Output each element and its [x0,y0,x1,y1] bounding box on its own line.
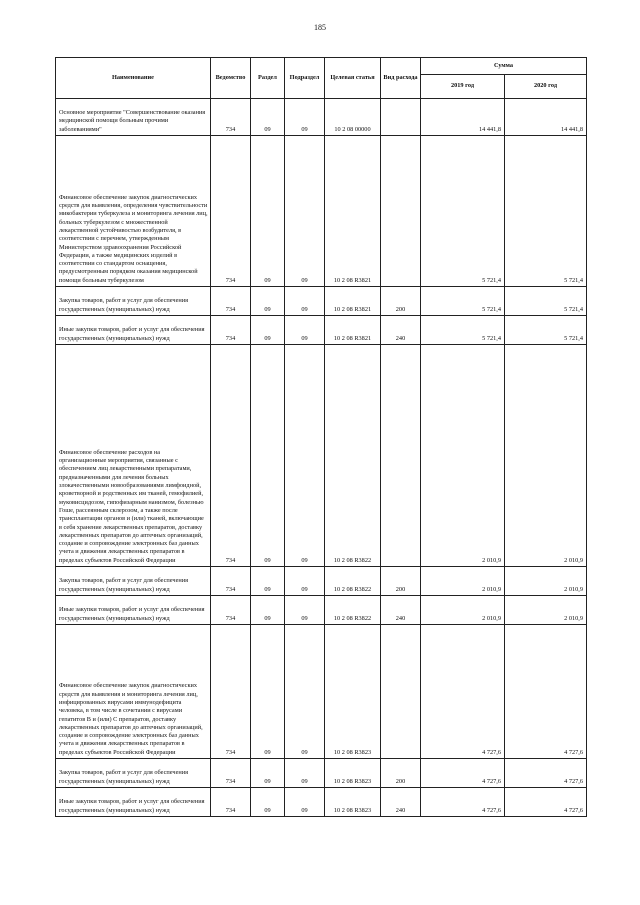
cell-subsection: 09 [285,287,325,316]
cell-dept: 734 [211,596,251,625]
cell-section: 09 [251,136,285,287]
cell-name: Закупка товаров, работ и услуг для обеспечения государственных (муниципальных) нужд [56,567,211,596]
cell-dept: 734 [211,759,251,788]
cell-subsection: 09 [285,596,325,625]
cell-name: Финансовое обеспечение закупок диагностических средств для выявления, определения чувствительности микобактерии туберкулеза и мониторинга лечения лиц, больных туберкулезом с множественной лекарственной устойчивостью возбудителя, в соответствии с перечнем, утвержденным Министерством здравоохранения Российской Федерации, а также медицинских изделий в соответствии со стандартом оснащения, предусмотренным порядком оказания медицинской помощи больным туберкулезом [56,136,211,287]
cell-dept: 734 [211,625,251,759]
header-dept: Ведомство [211,58,251,99]
cell-section: 09 [251,625,285,759]
table-row [56,287,587,316]
cell-section: 09 [251,788,285,817]
cell-expense: 200 [381,287,421,316]
cell-2019: 5 721,4 [421,316,505,345]
cell-section: 09 [251,596,285,625]
table-row [56,316,587,345]
cell-2020: 4 727,6 [505,625,587,759]
cell-2020: 2 010,9 [505,345,587,567]
page-number: 185 [314,23,326,32]
cell-subsection: 09 [285,136,325,287]
cell-2019: 4 727,6 [421,625,505,759]
cell-dept: 734 [211,345,251,567]
table-row [56,567,587,596]
cell-2020: 4 727,6 [505,759,587,788]
cell-2020: 2 010,9 [505,567,587,596]
cell-2019: 5 721,4 [421,136,505,287]
cell-2019: 4 727,6 [421,788,505,817]
cell-subsection: 09 [285,345,325,567]
cell-expense: 200 [381,759,421,788]
cell-target: 10 2 08 00000 [325,99,381,136]
cell-2020: 5 721,4 [505,136,587,287]
cell-2020: 5 721,4 [505,287,587,316]
cell-dept: 734 [211,136,251,287]
cell-section: 09 [251,316,285,345]
cell-dept: 734 [211,788,251,817]
cell-dept: 734 [211,567,251,596]
cell-name: Финансовое обеспечение расходов на организационные мероприятия, связанные с обеспечением лиц лекарственными препаратами, предназначенными для лечения больных злокачественными новообразованиями лимфоидной, кроветворной и родственных им тканей, гемофилией, муковисцидозом, гипофизарным нанизмом, болезнью Гоше, рассеянным склерозом, а также после трансплантации органов и (или) тканей, включающие в себя хранение лекарственных препаратов, доставку лекарственных препаратов до аптечных организаций, создание и сопровождение электронных баз данных учета и движения лекарственных препаратов в пределах субъектов Российской Федерации [56,345,211,567]
cell-section: 09 [251,287,285,316]
cell-2020: 5 721,4 [505,316,587,345]
cell-subsection: 09 [285,625,325,759]
cell-name: Закупка товаров, работ и услуг для обеспечения государственных (муниципальных) нужд [56,759,211,788]
cell-target: 10 2 08 R3823 [325,625,381,759]
cell-2019: 2 010,9 [421,596,505,625]
cell-subsection: 09 [285,316,325,345]
cell-expense: 240 [381,596,421,625]
header-target: Целевая статья [325,58,381,99]
table-body [56,99,587,817]
cell-2019: 5 721,4 [421,287,505,316]
cell-target: 10 2 08 R3822 [325,596,381,625]
cell-section: 09 [251,345,285,567]
cell-2019: 14 441,8 [421,99,505,136]
table-row [56,345,587,567]
table-row [56,136,587,287]
cell-target: 10 2 08 R3822 [325,345,381,567]
table-row [56,759,587,788]
cell-expense: 240 [381,788,421,817]
header-expense: Вид расхода [381,58,421,99]
cell-2019: 2 010,9 [421,567,505,596]
table-row [56,625,587,759]
cell-target: 10 2 08 R3822 [325,567,381,596]
cell-expense [381,345,421,567]
cell-subsection: 09 [285,788,325,817]
cell-2020: 14 441,8 [505,99,587,136]
cell-section: 09 [251,99,285,136]
cell-2019: 4 727,6 [421,759,505,788]
cell-target: 10 2 08 R3823 [325,788,381,817]
cell-2020: 4 727,6 [505,788,587,817]
table-row [56,596,587,625]
cell-expense [381,99,421,136]
cell-target: 10 2 08 R3821 [325,136,381,287]
cell-expense [381,136,421,287]
cell-name: Финансовое обеспечение закупок диагностических средств для выявления и мониторинга лечения лиц, инфицированных вирусами иммунодефицита человека, в том числе в сочетании с вирусами гепатитов B и (или) C препаратов, доставку лекарственных препаратов до аптечных организаций, создание и сопровождение электронных баз данных учета и движения лекарственных препаратов в пределах субъектов Российской Федерации [56,625,211,759]
cell-name: Иные закупки товаров, работ и услуг для обеспечения государственных (муниципальных) нужд [56,596,211,625]
table-row [56,788,587,817]
cell-target: 10 2 08 R3821 [325,287,381,316]
header-section: Раздел [251,58,285,99]
cell-subsection: 09 [285,99,325,136]
cell-dept: 734 [211,99,251,136]
header-name: Наименование [56,58,211,99]
cell-dept: 734 [211,287,251,316]
table-row [56,99,587,136]
cell-name: Закупка товаров, работ и услуг для обеспечения государственных (муниципальных) нужд [56,287,211,316]
cell-expense: 240 [381,316,421,345]
cell-subsection: 09 [285,567,325,596]
budget-table [55,57,587,817]
cell-dept: 734 [211,316,251,345]
cell-name: Иные закупки товаров, работ и услуг для обеспечения государственных (муниципальных) нужд [56,316,211,345]
header-2019: 2019 год [421,75,505,99]
cell-subsection: 09 [285,759,325,788]
cell-name: Иные закупки товаров, работ и услуг для обеспечения государственных (муниципальных) нужд [56,788,211,817]
cell-name: Основное мероприятие "Совершенствование оказания медицинской помощи больным прочими заболеваниями" [56,99,211,136]
header-sum: Сумма [421,58,587,75]
header-2020: 2020 год [505,75,587,99]
cell-2019: 2 010,9 [421,345,505,567]
header-subsection: Подраздел [285,58,325,99]
cell-expense [381,625,421,759]
cell-expense: 200 [381,567,421,596]
cell-section: 09 [251,759,285,788]
cell-target: 10 2 08 R3821 [325,316,381,345]
cell-target: 10 2 08 R3823 [325,759,381,788]
cell-2020: 2 010,9 [505,596,587,625]
cell-section: 09 [251,567,285,596]
